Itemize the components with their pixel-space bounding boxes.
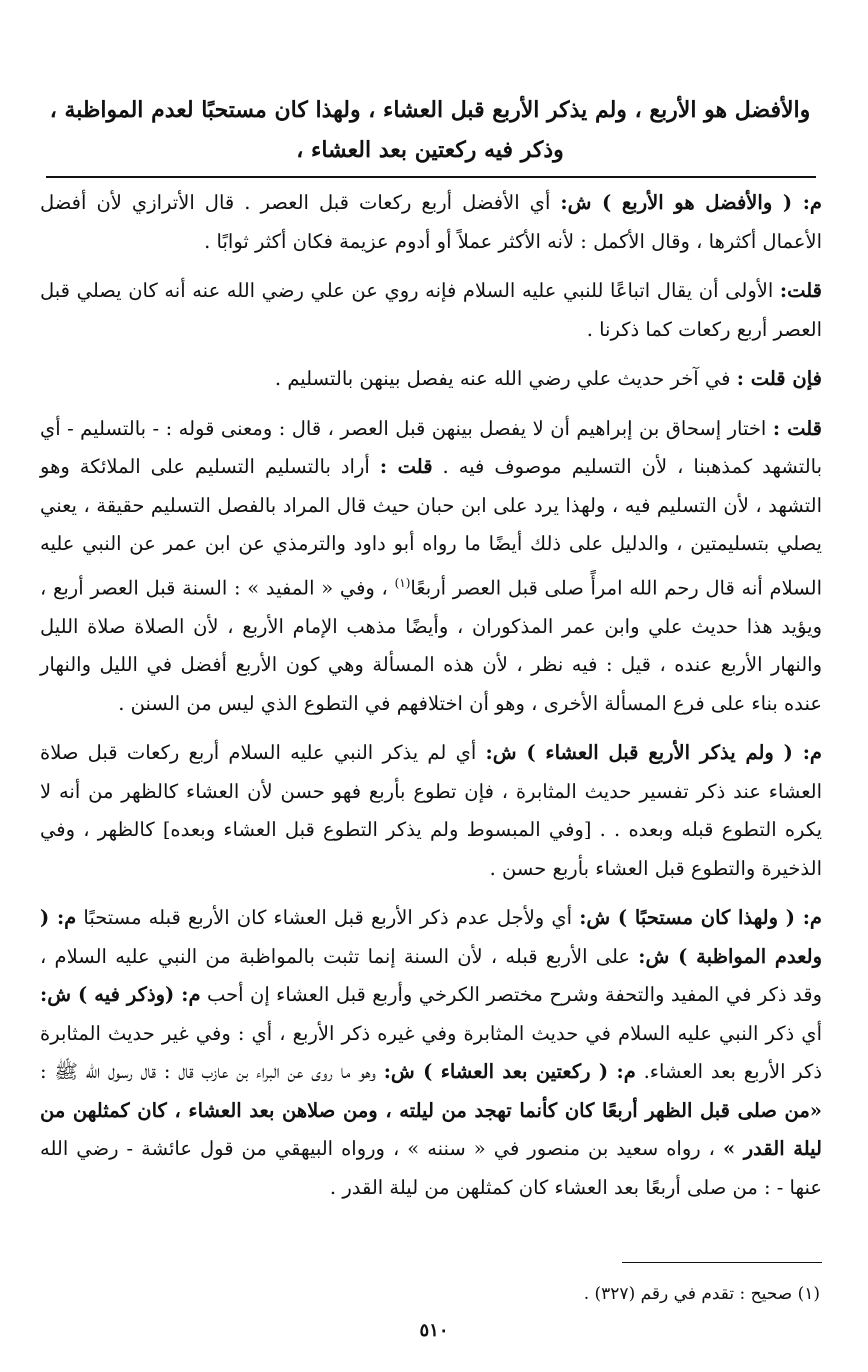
paragraph-1 <box>40 184 822 261</box>
commentary <box>40 184 822 1218</box>
paragraph-lead-2: م: ( ولعدم المواظبة ) ش: <box>40 906 823 968</box>
footnote-divider <box>622 1262 822 1263</box>
paragraph-text: أي لم يذكر النبي عليه السلام أربع ركعات قبل صلاة العشاء عند ذكر تفسير حديث المثابرة ، فإن تطوع بأربع فهو حسن لأن العشاء كالظهر من أنه لا يكره التطوع قبله وبعده . . <box>40 741 823 841</box>
paragraph-lead: م: ( ولم يذكر الأربع قبل العشاء ) ش: <box>485 741 822 764</box>
paragraph-lead: قلت : <box>772 416 822 440</box>
paragraph-text-3: أي ذكر النبي عليه السلام في حديث المثابرة وفي غيره ذكر الأربع ، أي : وفي غير حديث المثابرة ذكر الأربع بعد العشاء. <box>40 1021 823 1083</box>
paragraph-5 <box>40 734 822 888</box>
hadith-quote: «من صلى قبل الظهر أربعًا كان كأنما تهجد من ليلته ، ومن صلاهن بعد العشاء ، كان كمثلهن من ليلة القدر » <box>40 1098 822 1160</box>
paragraph-2 <box>40 272 822 349</box>
paragraph-text: أي ولأجل عدم ذكر الأربع قبل العشاء كان الأربع قبله مستحبًا <box>83 906 573 929</box>
page-number: ٥١٠ <box>419 1320 449 1341</box>
matn-text: والأفضل هو الأربع ، ولم يذكر الأربع قبل العشاء ، ولهذا كان مستحبًا لعدم المواظبة ، وذكر فيه ركعتين بعد العشاء ، <box>49 97 811 163</box>
matn-divider <box>46 176 816 178</box>
footnote-reference: (١) <box>394 575 411 590</box>
paragraph-lead-2: قلت : <box>379 455 433 478</box>
paragraph-text-2: كالظهر ، وفي الذخيرة والتطوع قبل العشاء بأربع حسن . <box>40 818 822 880</box>
paragraph-text: أي الأفضل أربع ركعات قبل العصر . قال الأترازي لأن أفضل الأعمال أكثرها ، وقال الأكمل : لأنه الأكثر عملاً أو أدوم عزيمة فكان أكثر ثوابًا . <box>40 191 822 253</box>
paragraph-text: اختار إسحاق بن إبراهيم أن لا يفصل بينهن قبل العصر ، قال : ومعنى قوله : - بالتسليم - أي بالتشهد كمذهبنا ، لأن التسليم موصوف فيه . <box>40 416 822 478</box>
paragraph-3 <box>40 360 822 399</box>
paragraph-4 <box>40 410 822 724</box>
paragraph-lead: م: ( والأفضل هو الأربع ) ش: <box>560 191 822 214</box>
paragraph-6 <box>40 899 822 1207</box>
paragraph-text-4: وهو ما روى عن البراء بن عازب قال : قال رسول الله ﷺ : <box>40 1060 376 1083</box>
bracketed-text: [وفي المبسوط ولم يذكر التطوع قبل العشاء وبعده] <box>162 818 592 841</box>
paragraph-lead: قلت: <box>779 279 822 302</box>
paragraph-lead: فإن قلت : <box>736 367 822 390</box>
paragraph-text: في آخر حديث علي رضي الله عنه يفصل بينهن بالتسليم . <box>274 367 731 390</box>
paragraph-text: الأولى أن يقال اتباعًا للنبي عليه السلام فإنه روي عن علي رضي الله عنه أنه كان يصلي قبل العصر أربع ركعات كما ذكرنا . <box>40 279 822 341</box>
footnote: (١) صحيح : تقدم في رقم (٣٢٧) . <box>583 1284 820 1304</box>
paragraph-lead-3: م: (وذكر فيه ) ش: <box>40 983 201 1006</box>
paragraph-text-2: على الأربع قبله ، لأن السنة إنما تثبت بالمواظبة من النبي عليه السلام ، وقد ذكر في المفيد والتحفة وشرح مختصر الكرخي وأربع قبل العشاء إن أحب <box>40 944 822 1006</box>
paragraph-lead-4: م: ( ركعتين بعد العشاء ) ش: <box>383 1060 636 1083</box>
paragraph-lead: م: ( ولهذا كان مستحبًا ) ش: <box>579 906 822 929</box>
paragraph-text-2: أراد بالتسليم التسليم على الملائكة وهو التشهد ، لأن التسليم فيه ، ولهذا يرد على ابن حبان حيث قال المراد بالفصل التسليم حقيقة ، يعني يصلي بتسليمتين ، والدليل على ذلك أيضًا ما رواه أبو داود والترمذي عن ابن عمر عن النبي عليه السلام أنه قال رحم الله امرأً صلى قبل العصر أربعًا <box>40 455 822 599</box>
paragraph-text-3: ، وفي « المفيد » : السنة قبل العصر أربع ، ويؤيد هذا حديث علي وابن عمر المذكوران ، وأيضًا مذهب الإمام الأربع ، لأن الصلاة صلاة الليل والنهار الأربع عنده ، قيل : فيه نظر ، لأن هذه المسألة وهي كون الأربع أفضل في الليل والنهار عنده بناء على فرع المسألة الأخرى ، وهو أن اختلافهم في التطوع الذي ليس من السنن . <box>40 576 822 715</box>
paragraph-text-5: ، رواه سعيد بن منصور في « سننه » ، ورواه البيهقي من قول عائشة - رضي الله عنها - : من صلى أربعًا بعد العشاء كان كمثلهن من ليلة القدر . <box>40 1137 822 1199</box>
